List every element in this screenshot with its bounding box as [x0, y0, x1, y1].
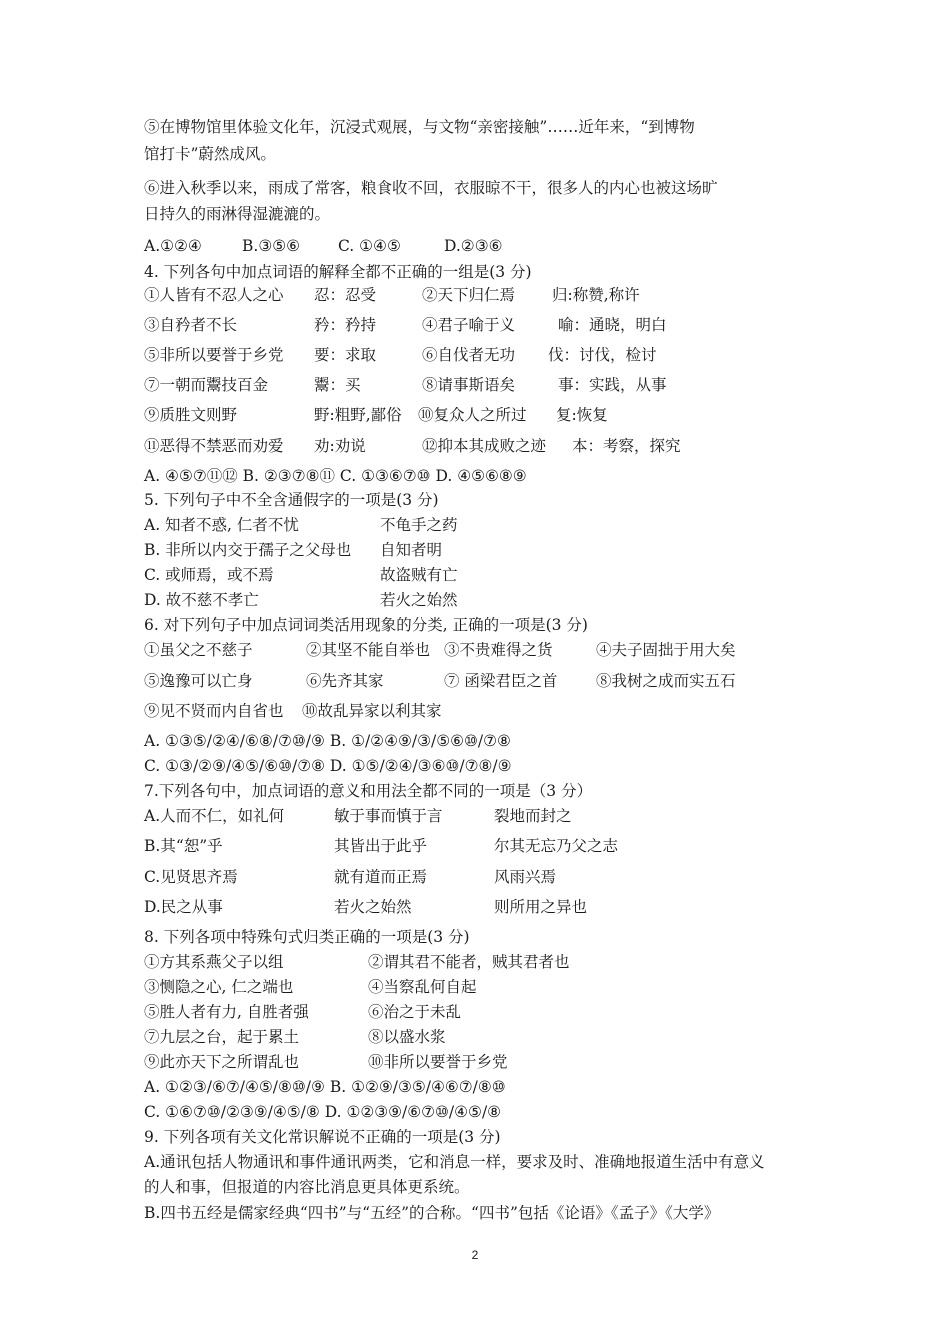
text-line: ⑤在博物馆里体验文化年，沉浸式观展，与文物“亲密接触”……近年来，“到博物: [144, 118, 695, 136]
q3-options: [0, 236, 950, 258]
sentence: ②谓其君不能者，贼其君者也: [368, 953, 570, 971]
option-text: 若火之始然: [380, 591, 458, 609]
sentence: ⑩非所以要誉于乡党: [368, 1053, 508, 1071]
sentence: ③自矜者不长: [144, 316, 238, 334]
question-title: 9. 下列各项有关文化常识解说不正确的一项是(3 分): [144, 1128, 501, 1146]
q8-row: [0, 977, 950, 999]
sentence: ⑨质胜文则野: [144, 406, 238, 424]
gloss: 本：考察，探究: [572, 437, 681, 455]
q8-row: [0, 952, 950, 974]
gloss: 复:恢复: [556, 406, 608, 424]
q7-row: [0, 897, 950, 919]
sentence: D.民之从事: [144, 898, 223, 916]
sentence: ①人皆有不忍人之心: [144, 286, 284, 304]
sentence: ①虽父之不慈子: [144, 641, 253, 659]
sentence: ⑧请事斯语矣: [422, 376, 516, 394]
question-title: 5. 下列句子中不全含通假字的一项是(3 分): [144, 491, 439, 509]
sentence: ②天下归仁焉: [422, 286, 516, 304]
gloss: 鬻：买: [314, 376, 361, 394]
gloss: 忍：忍受: [314, 286, 377, 304]
page-number: 2: [471, 1248, 479, 1262]
text-line: ⑥进入秋季以来，雨成了常客，粮食收不回，衣服晾不干，很多人的内心也被这场旷: [144, 179, 718, 197]
sentence: ⑨此亦天下之所谓乱也: [144, 1053, 300, 1071]
sentence: ⑦九层之台，起于累土: [144, 1028, 300, 1046]
text-line: 馆打卡”蔚然成风。: [144, 145, 276, 163]
q5-row: [0, 590, 950, 612]
question-title: 7.下列各句中，加点词语的意义和用法全都不同的一项是（3 分）: [144, 782, 593, 800]
question-title: 4. 下列各句中加点词语的解释全都不正确的一组是(3 分): [144, 263, 532, 281]
answer-options: C. ①⑥⑦⑩/②③⑨/④⑤/⑧ D. ①②③⑨/⑥⑦⑩/④⑤/⑧: [144, 1103, 502, 1121]
q5-row: [0, 565, 950, 587]
q5-row: [0, 515, 950, 537]
q4-row: [0, 285, 950, 307]
sentence: ③恻隐之心, 仁之端也: [144, 978, 294, 996]
sentence: 风雨兴焉: [494, 868, 557, 886]
q6-row: [0, 640, 950, 662]
option-d: D.②③⑥: [444, 237, 503, 255]
sentence: ⑥先齐其家: [306, 672, 384, 690]
gloss: 喻：通晓，明白: [558, 316, 667, 334]
sentence: ④夫子固拙于用大矣: [596, 641, 736, 659]
q8-row: [0, 1002, 950, 1024]
sentence: 裂地而封之: [494, 807, 572, 825]
q7-row: [0, 836, 950, 858]
answer-options: A. ④⑤⑦⑪⑫ B. ②③⑦⑧⑪ C. ①③⑥⑦⑩ D. ④⑤⑥⑧⑨: [144, 467, 527, 485]
option-text: B. 非所以内交于孺子之父母也: [144, 541, 352, 559]
sentence: ④当察乱何自起: [368, 978, 477, 996]
sentence: 敏于事而慎于言: [334, 807, 443, 825]
option-text: 故盗贼有亡: [380, 566, 458, 584]
sentence: 尔其无忘乃父之志: [494, 837, 619, 855]
gloss: 要：求取: [314, 346, 377, 364]
gloss: 劝:劝说: [314, 437, 366, 455]
gloss: 事：实践，从事: [558, 376, 667, 394]
sentence: 其皆出于此乎: [334, 837, 428, 855]
sentence: ⑤非所以要誉于乡党: [144, 346, 284, 364]
sentence: ⑧以盛水浆: [368, 1028, 446, 1046]
option-a: A.①②④: [144, 237, 202, 255]
sentence: ⑨见不贤而内自省也: [144, 702, 284, 720]
sentence: ⑪恶得不禁恶而劝爱: [144, 437, 284, 455]
gloss: 野:粗野,鄙俗: [314, 406, 402, 424]
q6-row: [0, 701, 950, 723]
text-line: A.通讯包括人物通讯和事件通讯两类，它和消息一样，要求及时、准确地报道生活中有意义: [144, 1153, 765, 1171]
sentence: 则所用之异也: [494, 898, 588, 916]
sentence: ①方其系燕父子以组: [144, 953, 284, 971]
option-text: 不龟手之药: [380, 516, 458, 534]
sentence: ⑦一朝而鬻技百金: [144, 376, 269, 394]
question-title: 6. 对下列句子中加点词词类活用现象的分类, 正确的一项是(3 分): [144, 616, 588, 634]
sentence: 若火之始然: [334, 898, 412, 916]
sentence: ⑧我树之成而实五石: [596, 672, 736, 690]
answer-options: A. ①③⑤/②④/⑥⑧/⑦⑩/⑨ B. ①/②④⑨/③/⑤⑥⑩/⑦⑧: [144, 732, 511, 750]
sentence: ⑤胜人者有力, 自胜者强: [144, 1003, 309, 1021]
sentence: A.人而不仁，如礼何: [144, 807, 285, 825]
option-text: 自知者明: [380, 541, 443, 559]
text-line: B.四书五经是儒家经典“四书”与“五经”的合称。“四书”包括《论语》《孟子》《大学》: [144, 1204, 720, 1222]
sentence: ⑫抑本其成败之迹: [422, 437, 547, 455]
sentence: B.其“恕”乎: [144, 837, 223, 855]
q7-row: [0, 867, 950, 889]
q6-row: [0, 671, 950, 693]
text-line: 的人和事，但报道的内容比消息更具体更系统。: [144, 1178, 470, 1196]
question-title: 8. 下列各项中特殊句式归类正确的一项是(3 分): [144, 928, 470, 946]
gloss: 伐：讨伐，检讨: [548, 346, 657, 364]
q7-row: [0, 806, 950, 828]
q4-row: [0, 375, 950, 397]
answer-options: C. ①③/②⑨/④⑤/⑥⑩/⑦⑧ D. ①⑤/②④/③⑥⑩/⑦⑧/⑨: [144, 757, 512, 775]
sentence: ⑦ 函梁君臣之首: [444, 672, 558, 690]
q4-row: [0, 345, 950, 367]
sentence: ④君子喻于义: [422, 316, 516, 334]
sentence: ②其坚不能自举也: [306, 641, 431, 659]
option-text: A. 知者不惑, 仁者不忧: [144, 516, 299, 534]
q8-row: [0, 1052, 950, 1074]
answer-options: A. ①②③/⑥⑦/④⑤/⑧⑩/⑨ B. ①②⑨/③⑤/④⑥⑦/⑧⑩: [144, 1078, 506, 1096]
gloss: 归:称赞,称许: [552, 286, 640, 304]
sentence: C.见贤思齐焉: [144, 868, 238, 886]
q4-row: [0, 436, 950, 458]
option-c: C. ①④⑤: [338, 237, 401, 255]
sentence: 就有道而正焉: [334, 868, 428, 886]
sentence: ⑩复众人之所过: [418, 406, 527, 424]
q5-row: [0, 540, 950, 562]
sentence: ③不贵难得之货: [444, 641, 553, 659]
gloss: 矜：矜持: [314, 316, 377, 334]
q8-row: [0, 1027, 950, 1049]
q4-row: [0, 405, 950, 427]
sentence: ⑥治之于未乱: [368, 1003, 462, 1021]
sentence: ⑤逸豫可以亡身: [144, 672, 253, 690]
option-text: C. 或师焉，或不焉: [144, 566, 274, 584]
q4-row: [0, 315, 950, 337]
option-text: D. 故不慈不孝亡: [144, 591, 259, 609]
sentence: ⑩故乱异家以利其家: [302, 702, 442, 720]
text-line: 日持久的雨淋得湿漉漉的。: [144, 205, 331, 223]
option-b: B.③⑤⑥: [242, 237, 301, 255]
sentence: ⑥自伐者无功: [422, 346, 516, 364]
